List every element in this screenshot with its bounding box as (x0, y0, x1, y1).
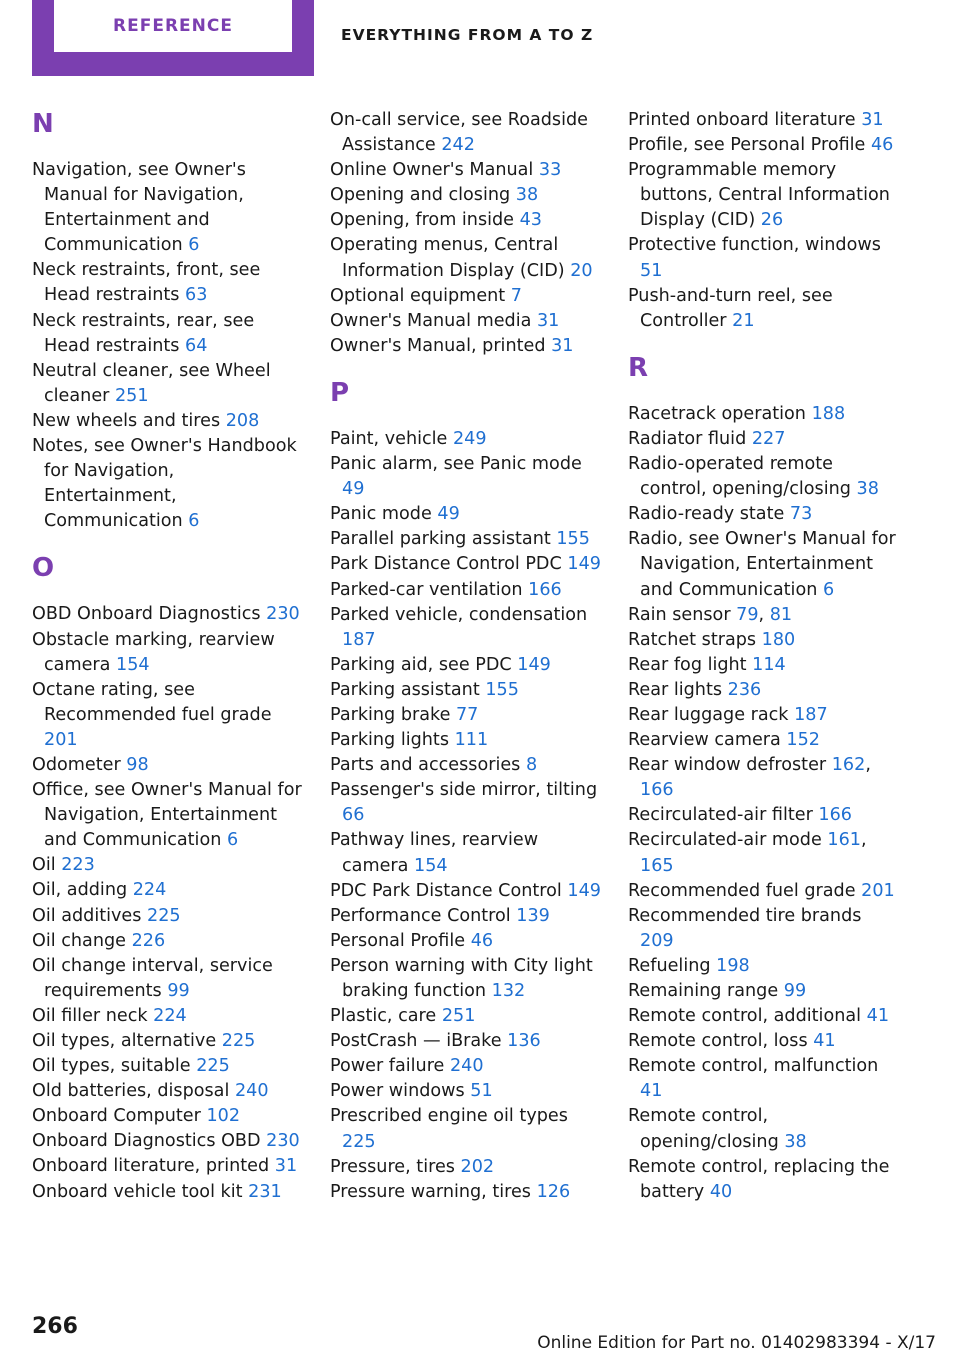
page-reference-link[interactable]: 155 (556, 529, 590, 550)
index-entry-text: Passenger's side mirror, tilting (330, 780, 598, 801)
page-reference-link[interactable]: 187 (794, 704, 828, 725)
index-entry-text: Park Distance Control PDC (330, 554, 562, 575)
index-entry (330, 678, 602, 703)
section-tab-inner (54, 0, 292, 52)
page-reference-link[interactable]: 38 (515, 185, 539, 206)
page-reference-link[interactable]: 132 (491, 981, 526, 1001)
index-entry-text: Obstacle marking, rearview camera (32, 629, 275, 675)
index-entry (32, 309, 304, 359)
index-entry (330, 158, 602, 183)
section-tab (32, 0, 314, 76)
index-entry-text: Rear luggage rack (628, 704, 789, 725)
index-column-1 (32, 108, 304, 1205)
index-letter-heading: P (330, 377, 350, 408)
page-reference-link[interactable]: 6 (822, 579, 835, 600)
index-entry (330, 1155, 602, 1180)
index-entry (628, 979, 900, 1004)
index-entry (32, 678, 304, 753)
index-entry (330, 1104, 602, 1154)
index-entry-text: Radio, see Owner's Manual for Navigation, Entertainment and Communication (628, 529, 896, 600)
index-entry-text: OBD Onboard Diagnostics (32, 604, 261, 625)
index-entry: Rear window defroster 162, 166 (628, 755, 871, 801)
index-entry-text: Panic mode (330, 504, 432, 525)
index-entry-text: Rear lights (628, 679, 723, 700)
page-reference-link[interactable]: 99 (167, 980, 190, 1001)
index-letter-heading: R (628, 352, 649, 383)
page-reference-link[interactable]: 31 (274, 1156, 298, 1177)
index-entry (32, 628, 304, 678)
index-entry-text: Power failure (330, 1056, 445, 1077)
index-entry (32, 778, 304, 853)
index-entry-text: Remote control, replacing the battery (628, 1156, 890, 1202)
index-entry (330, 778, 602, 828)
index-entry-text: Parking aid, see PDC (330, 654, 512, 675)
page-reference-link[interactable]: 63 (185, 285, 208, 306)
index-entry-text: Rearview camera (628, 730, 781, 751)
index-entry-text: Radiator fluid (628, 428, 747, 449)
index-entry-text: Prescribed engine oil types (330, 1106, 568, 1127)
index-entry (628, 678, 900, 703)
index-entry-text: Owner's Manual, printed (330, 335, 546, 356)
index-entry-text: Pressure, tires (330, 1156, 455, 1177)
page-reference-link[interactable]: 26 (760, 210, 784, 231)
page-reference-link[interactable]: 152 (786, 730, 820, 751)
index-entry-text: Parking assistant (330, 679, 480, 700)
index-entry-text: Recirculated-air mode (628, 830, 822, 851)
index-entry (628, 427, 900, 452)
page-reference-link[interactable]: 8 (525, 755, 538, 776)
index-entry (330, 309, 602, 334)
index-entry (330, 1054, 602, 1079)
page-reference-link[interactable]: 46 (870, 135, 894, 156)
index-entry (330, 284, 602, 309)
page-reference-link[interactable]: 198 (716, 955, 750, 976)
index-entry-text: Printed onboard literature (628, 110, 856, 130)
index-entry (32, 1054, 304, 1079)
index-entry (330, 578, 602, 603)
page-reference-link[interactable]: 77 (455, 704, 479, 725)
index-entry (330, 108, 602, 158)
index-entry-text: Remote control, additional (628, 1006, 862, 1027)
page-reference-link[interactable]: 31 (551, 335, 574, 356)
index-entry (330, 427, 602, 452)
page-reference-link[interactable]: 49 (437, 504, 460, 525)
index-entry (628, 803, 900, 828)
index-entry-text: Rear fog light (628, 654, 747, 675)
index-entry (628, 1004, 900, 1029)
index-entry-text: Neutral cleaner, see Wheel cleaner (32, 360, 271, 406)
index-entry-text: Recirculated-air filter (628, 805, 813, 826)
index-entry-text: Opening and closing (330, 185, 511, 206)
index-entry-text: Neck restraints, rear, see Head restraints (32, 310, 255, 356)
page-reference-link[interactable]: 251 (114, 385, 149, 406)
index-entry (32, 1154, 304, 1179)
page-reference-link[interactable]: 21 (732, 310, 755, 331)
index-entry (32, 904, 304, 929)
index-entry (628, 402, 900, 427)
page-reference-link[interactable]: 20 (570, 260, 593, 281)
index-entry-text: Rain sensor (628, 604, 731, 625)
page-reference-link[interactable]: 251 (441, 1006, 476, 1027)
index-entry (32, 359, 304, 409)
page-reference-link[interactable]: 38 (856, 479, 879, 500)
page-reference-link[interactable]: 136 (507, 1031, 541, 1052)
page-reference-link[interactable]: 161 (827, 830, 861, 851)
index-entry: Recirculated-air mode 161, 165 (628, 830, 867, 876)
index-entry (32, 1104, 304, 1129)
index-entry (628, 1104, 900, 1154)
page-reference-link[interactable]: 230 (266, 604, 300, 625)
index-entry (32, 954, 304, 1004)
index-entry (628, 628, 900, 653)
page-reference-link[interactable]: 43 (519, 210, 542, 231)
page-reference-link[interactable]: 166 (528, 579, 562, 600)
page-reference-link[interactable]: 180 (761, 629, 796, 650)
index-entry (628, 233, 900, 283)
index-entry-text: Opening, from inside (330, 210, 515, 231)
index-entry (628, 527, 900, 602)
page-reference-link[interactable]: 98 (126, 754, 149, 775)
page-reference-link[interactable]: 154 (116, 654, 150, 675)
page-reference-link[interactable]: 226 (131, 930, 166, 951)
index-entry-text: Oil, adding (32, 880, 128, 901)
index-entry-text: Onboard vehicle tool kit (32, 1181, 243, 1202)
page-reference-link[interactable]: 224 (132, 880, 167, 901)
index-entry (330, 1004, 602, 1029)
chapter-title: EVERYTHING FROM A TO Z (341, 26, 594, 44)
page-reference-link[interactable]: 33 (538, 160, 562, 181)
page-reference-link[interactable]: 225 (196, 1056, 230, 1077)
index-entry-text: Pathway lines, rearview camera (330, 830, 539, 876)
index-entry (32, 1079, 304, 1104)
page-reference-link[interactable]: 31 (536, 310, 560, 331)
edition-footer: Online Edition for Part no. 01402983394 - X/17 (537, 1333, 936, 1353)
index-entry (330, 552, 602, 577)
index-entry-text: Operating menus, Central Information Display (CID) (330, 235, 565, 281)
index-entry-text: Parked-car ventilation (330, 579, 523, 600)
index-entry-text: Recommended tire brands (628, 905, 862, 926)
index-entry-text: Onboard Computer (32, 1106, 201, 1127)
page-reference-link[interactable]: 155 (485, 679, 519, 700)
page-reference-link[interactable]: 208 (225, 410, 260, 431)
page-reference-link[interactable]: 201 (861, 880, 895, 901)
page-reference-link[interactable]: 162 (831, 755, 866, 776)
page-reference-link[interactable]: 31 (861, 110, 884, 130)
index-entry (628, 284, 900, 334)
index-entry-text: Online Owner's Manual (330, 160, 534, 181)
index-entry (628, 133, 900, 158)
index-entry-text: Racetrack operation (628, 403, 806, 424)
index-entry-text: Protective function, windows (628, 235, 881, 256)
page-reference-link[interactable]: 99 (783, 981, 807, 1001)
index-entry (330, 183, 602, 208)
page-reference-link[interactable]: 201 (44, 729, 78, 750)
page-reference-link[interactable]: 40 (709, 1181, 733, 1202)
page-reference-link[interactable]: 154 (414, 855, 448, 876)
index-letter-heading: O (32, 553, 55, 584)
index-entry-text: Parking brake (330, 704, 451, 725)
index-entry-text: Parked vehicle, condensation (330, 604, 588, 625)
index-entry (628, 452, 900, 502)
page-reference-link[interactable]: 225 (147, 905, 181, 926)
index-entry (32, 258, 304, 308)
index-entry-text: Navigation, see Owner's Manual for Navigation, Entertainment and Communication (32, 160, 246, 256)
page-reference-link[interactable]: 149 (517, 654, 551, 675)
index-entry (330, 703, 602, 728)
index-entry (32, 1004, 304, 1029)
index-entry (330, 753, 602, 778)
page-number: 266 (32, 1314, 78, 1339)
index-entry (330, 527, 602, 552)
page-reference-link[interactable]: 166 (818, 805, 853, 826)
index-entry (32, 1129, 304, 1154)
index-entry-text: Optional equipment (330, 285, 506, 306)
page-reference-link[interactable]: 223 (61, 855, 95, 876)
index-entry (628, 1054, 900, 1104)
index-entry-text: Push-and-turn reel, see Controller (628, 285, 833, 331)
index-entry (330, 1079, 602, 1104)
page-reference-link[interactable]: 6 (188, 235, 200, 256)
index-entry-text: Oil change (32, 930, 126, 951)
index-entry-text: Remote control, loss (628, 1031, 808, 1052)
index-entry (628, 728, 900, 753)
index-entry-text: Parking lights (330, 730, 449, 751)
index-entry-text: Old batteries, disposal (32, 1081, 230, 1102)
page-reference-link[interactable]: 230 (266, 1131, 300, 1152)
index-entry (628, 904, 900, 954)
page-reference-link[interactable]: 41 (866, 1006, 890, 1027)
page-reference-link[interactable]: 202 (460, 1156, 495, 1177)
index-entry (330, 603, 602, 653)
page-reference-link[interactable]: 187 (342, 629, 376, 650)
index-entry (330, 828, 602, 878)
index-entry (330, 954, 602, 1004)
index-entry-text: Remote control, opening/closing (628, 1106, 779, 1152)
index-entry (330, 1029, 602, 1054)
index-column-3 (628, 108, 900, 1205)
page-reference-link[interactable]: 227 (751, 428, 786, 449)
page-reference-link[interactable]: 249 (452, 428, 487, 449)
index-entry (330, 653, 602, 678)
index-entry (32, 853, 304, 878)
page-reference-link[interactable]: 7 (510, 285, 522, 306)
page-reference-link[interactable]: 64 (185, 335, 208, 356)
page-reference-link[interactable]: 225 (342, 1131, 376, 1152)
index-entry-text: Radio-ready state (628, 504, 785, 525)
page-reference-link[interactable]: 240 (234, 1081, 269, 1102)
index-entry (330, 879, 602, 904)
index-entry-text: Notes, see Owner's Handbook for Navigation, Entertainment, Communication (32, 436, 297, 532)
page-reference-link[interactable]: 66 (342, 805, 365, 826)
page-reference-link[interactable]: 49 (342, 479, 365, 500)
page-reference-link[interactable]: 231 (248, 1181, 282, 1202)
index-entry-text: Radio-operated remote control, opening/closing (628, 454, 851, 500)
index-entry: Rain sensor 79, 81 (628, 604, 793, 625)
page-reference-link[interactable]: 6 (188, 511, 200, 532)
index-entry-text: Remote control, malfunction (628, 1056, 879, 1077)
index-entry-text: Profile, see Personal Profile (628, 135, 866, 156)
page-reference-link[interactable]: 165 (640, 855, 674, 876)
page-reference-link[interactable]: 149 (567, 880, 601, 901)
index-entry-text: Paint, vehicle (330, 428, 448, 449)
index-entry (32, 602, 304, 627)
page-reference-link[interactable]: 41 (813, 1031, 836, 1052)
index-entry-text: Octane rating, see Recommended fuel grade (32, 679, 272, 725)
index-entry-text: Oil additives (32, 905, 142, 926)
index-entry-text: Performance Control (330, 905, 511, 926)
page-reference-link[interactable]: 126 (536, 1181, 571, 1202)
section-tab-label: REFERENCE (113, 16, 233, 36)
index-entry-text: Remaining range (628, 981, 779, 1001)
index-entry-text: Personal Profile (330, 930, 466, 951)
index-entry (628, 954, 900, 979)
page-reference-link[interactable]: 111 (454, 730, 489, 751)
page-reference-link[interactable]: 81 (769, 604, 793, 625)
page-reference-link[interactable]: 242 (441, 135, 475, 156)
page-reference-link[interactable]: 188 (811, 403, 846, 424)
index-entry-text: New wheels and tires (32, 410, 221, 431)
index-entry-text: PDC Park Distance Control (330, 880, 562, 901)
page-reference-link[interactable]: 102 (206, 1106, 241, 1127)
page-reference-link[interactable]: 51 (470, 1081, 493, 1102)
index-entry (32, 1029, 304, 1054)
index-entry (32, 878, 304, 903)
index-entry (32, 929, 304, 954)
index-entry (330, 728, 602, 753)
index-entry-text: Rear window defroster (628, 755, 827, 776)
page-reference-link[interactable]: 209 (640, 930, 674, 951)
index-entry (330, 452, 602, 502)
index-entry (32, 753, 304, 778)
index-entry-text: Oil (32, 855, 56, 876)
index-entry (628, 502, 900, 527)
index-entry-text: Refueling (628, 955, 711, 976)
page-reference-link[interactable]: 114 (752, 654, 786, 675)
index-entry-text: Oil types, alternative (32, 1031, 217, 1051)
index-entry (32, 409, 304, 434)
page-reference-link[interactable]: 6 (226, 830, 239, 851)
page-reference-link[interactable]: 41 (640, 1081, 663, 1102)
index-entry (330, 208, 602, 233)
index-entry-text: Neck restraints, front, see Head restraints (32, 260, 261, 306)
index-column-2 (330, 108, 602, 1205)
index-entry (32, 158, 304, 258)
page-reference-link[interactable]: 73 (789, 504, 813, 525)
index-entry-text: Parts and accessories (330, 755, 521, 776)
index-entry-text: Programmable memory buttons, Central Information Display (CID) (628, 160, 890, 231)
index-entry (32, 434, 304, 534)
index-entry-text: Parallel parking assistant (330, 529, 551, 550)
index-entry (628, 1029, 900, 1054)
index-entry-text: Recommended fuel grade (628, 880, 856, 901)
page-reference-link[interactable]: 224 (153, 1005, 187, 1026)
index-entry (628, 108, 900, 133)
index-entry-text: Onboard Diagnostics OBD (32, 1131, 261, 1152)
index-entry (330, 502, 602, 527)
index-entry-text: Oil change interval, service requirements (32, 955, 273, 1001)
index-entry (628, 879, 900, 904)
page-reference-link[interactable]: 166 (640, 780, 674, 801)
index-entry-text: On-call service, see Roadside Assistance (330, 110, 588, 156)
index-entry-text: Oil types, suitable (32, 1056, 191, 1077)
page-reference-link[interactable]: 149 (567, 554, 601, 575)
index-entry-text: Ratchet straps (628, 629, 757, 650)
index-letter-heading: N (32, 109, 54, 139)
index-entry (330, 904, 602, 929)
index-entry (628, 158, 900, 233)
page-reference-link[interactable]: 240 (449, 1056, 484, 1077)
page-reference-link[interactable]: 236 (727, 679, 762, 700)
index-entry-text: Onboard literature, printed (32, 1156, 270, 1177)
index-entry-text: Power windows (330, 1081, 465, 1102)
index-entry-text: Owner's Manual media (330, 310, 532, 331)
index-entry (32, 1180, 304, 1205)
index-entry (330, 334, 602, 359)
index-entry (628, 653, 900, 678)
index-entry-text: Odometer (32, 754, 121, 775)
index-entry-text: Pressure warning, tires (330, 1181, 531, 1202)
index-entry-text: Person warning with City light braking function (330, 955, 593, 1001)
index-entry-text: PostCrash — iBrake (330, 1031, 502, 1052)
page-reference-link[interactable]: 51 (640, 260, 663, 281)
index-entry (330, 929, 602, 954)
index-entry-text: Oil filler neck (32, 1005, 148, 1026)
index-entry (330, 233, 602, 283)
index-entry-text: Plastic, care (330, 1006, 437, 1027)
page-reference-link[interactable]: 225 (221, 1031, 256, 1051)
page-reference-link[interactable]: 139 (516, 905, 550, 926)
page-reference-link[interactable]: 46 (470, 930, 494, 951)
index-entry-text: Panic alarm, see Panic mode (330, 454, 582, 475)
index-entry (330, 1180, 602, 1205)
index-entry (628, 703, 900, 728)
page-reference-link[interactable]: 79 (736, 604, 759, 625)
index-entry (628, 1155, 900, 1205)
index-entry-text: Office, see Owner's Manual for Navigation, Entertainment and Communication (32, 780, 302, 851)
page-reference-link[interactable]: 38 (784, 1131, 807, 1152)
